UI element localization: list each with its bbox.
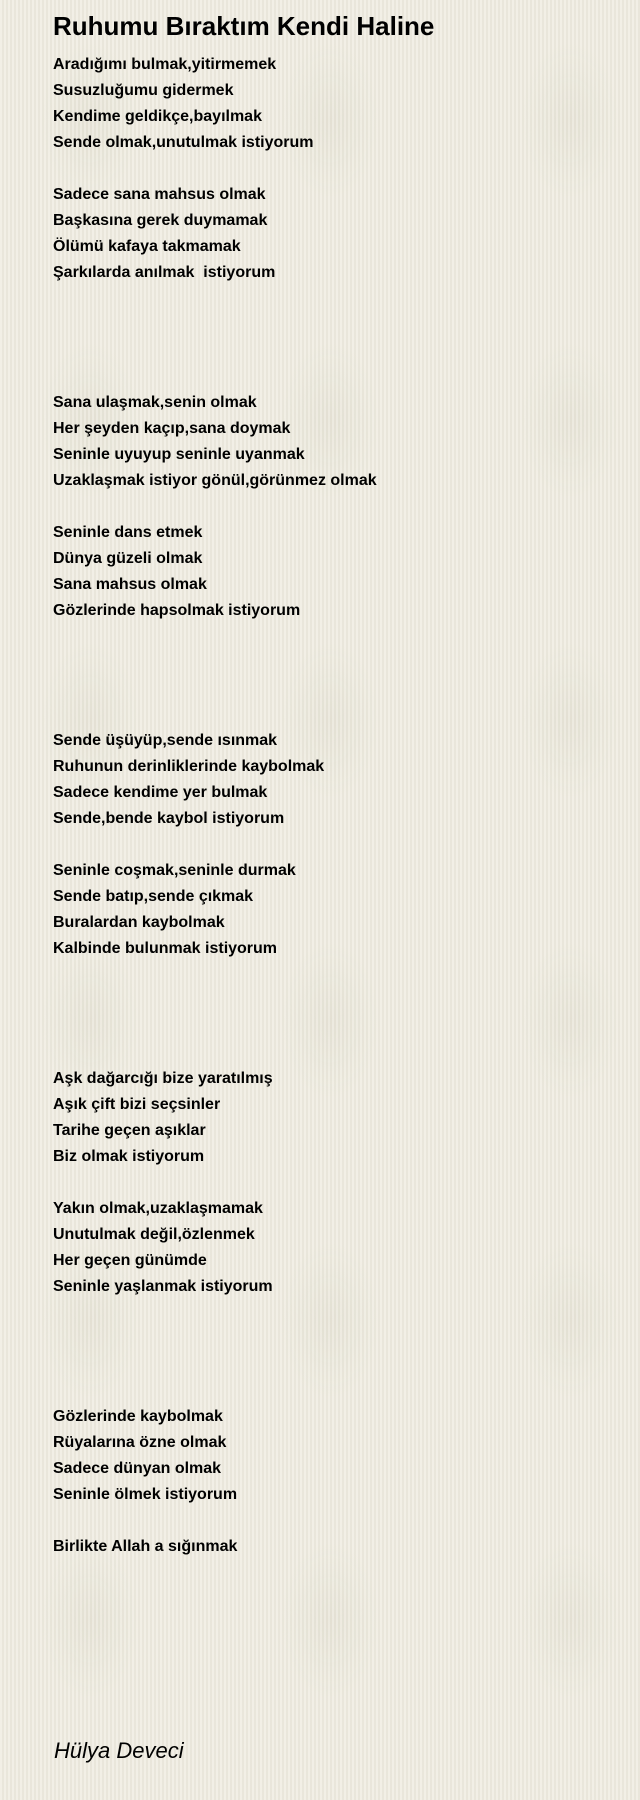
poem-line: Seninle coşmak,seninle durmak	[53, 862, 296, 879]
stanza-5	[53, 728, 613, 832]
poem-line: Aradığımı bulmak,yitirmemek	[53, 56, 277, 73]
poem-line: Aşık çift bizi seçsinler	[53, 1096, 221, 1113]
stanza-2	[53, 182, 613, 286]
poem-line: Sadece sana mahsus olmak	[53, 186, 266, 203]
author-name: Hülya Deveci	[54, 1738, 184, 1763]
section-gap	[53, 624, 613, 728]
poem-line: Biz olmak istiyorum	[53, 1148, 205, 1165]
poem-line: Şarkılarda anılmak istiyorum	[53, 264, 276, 281]
poem-line: Seninle uyuyup seninle uyanmak	[53, 446, 305, 463]
poem-line: Sende olmak,unutulmak istiyorum	[53, 134, 314, 151]
stanza-gap	[53, 494, 613, 520]
poem-line: Kendime geldikçe,bayılmak	[53, 108, 262, 125]
poem-line: Yakın olmak,uzaklaşmamak	[53, 1200, 263, 1217]
stanza-6	[53, 858, 613, 962]
stanza-8	[53, 1196, 613, 1300]
poem-line: Seninle ölmek istiyorum	[53, 1486, 238, 1503]
poem-line: Dünya güzeli olmak	[53, 550, 203, 567]
poem-line: Sadece kendime yer bulmak	[53, 784, 268, 801]
poem-line: Sadece dünyan olmak	[53, 1460, 222, 1477]
stanza-7	[53, 1066, 613, 1170]
poem-line: Buralardan kaybolmak	[53, 914, 225, 931]
poem-line: Susuzluğumu gidermek	[53, 82, 234, 99]
poem-line: Tarihe geçen aşıklar	[53, 1122, 206, 1139]
poem-line: Uzaklaşmak istiyor gönül,görünmez olmak	[53, 472, 377, 489]
poem-body	[53, 52, 613, 1560]
poem-line: Sende,bende kaybol istiyorum	[53, 810, 285, 827]
poem-line: Ruhunun derinliklerinde kaybolmak	[53, 758, 325, 775]
stanza-gap	[53, 832, 613, 858]
section-gap	[53, 962, 613, 1066]
poem-line: Her şeyden kaçıp,sana doymak	[53, 420, 291, 437]
poem-line: Sende üşüyüp,sende ısınmak	[53, 732, 278, 749]
poem-line: Seninle dans etmek	[53, 524, 203, 541]
stanza-gap	[53, 1508, 613, 1534]
poem-line: Seninle yaşlanmak istiyorum	[53, 1278, 273, 1295]
poem-line: Sende batıp,sende çıkmak	[53, 888, 254, 905]
stanza-gap	[53, 1170, 613, 1196]
section-gap	[53, 1300, 613, 1404]
poem-line: Unutulmak değil,özlenmek	[53, 1226, 255, 1243]
poem-line: Başkasına gerek duymamak	[53, 212, 268, 229]
poem-line: Birlikte Allah a sığınmak	[53, 1538, 238, 1555]
poem-line: Her geçen günümde	[53, 1252, 207, 1269]
poem-title: Ruhumu Bıraktım Kendi Haline	[53, 11, 435, 41]
stanza-9	[53, 1404, 613, 1508]
stanza-gap	[53, 156, 613, 182]
stanza-4	[53, 520, 613, 624]
section-gap	[53, 286, 613, 390]
poem-line: Rüyalarına özne olmak	[53, 1434, 227, 1451]
poem-line: Gözlerinde kaybolmak	[53, 1408, 223, 1425]
stanza-10	[53, 1534, 613, 1560]
poem-line: Aşk dağarcığı bize yaratılmış	[53, 1070, 273, 1087]
stanza-1	[53, 52, 613, 156]
poem-line: Kalbinde bulunmak istiyorum	[53, 940, 278, 957]
poem-line: Ölümü kafaya takmamak	[53, 238, 241, 255]
stanza-3	[53, 390, 613, 494]
poem-line: Sana mahsus olmak	[53, 576, 207, 593]
poem-line: Sana ulaşmak,senin olmak	[53, 394, 257, 411]
poem-line: Gözlerinde hapsolmak istiyorum	[53, 602, 301, 619]
